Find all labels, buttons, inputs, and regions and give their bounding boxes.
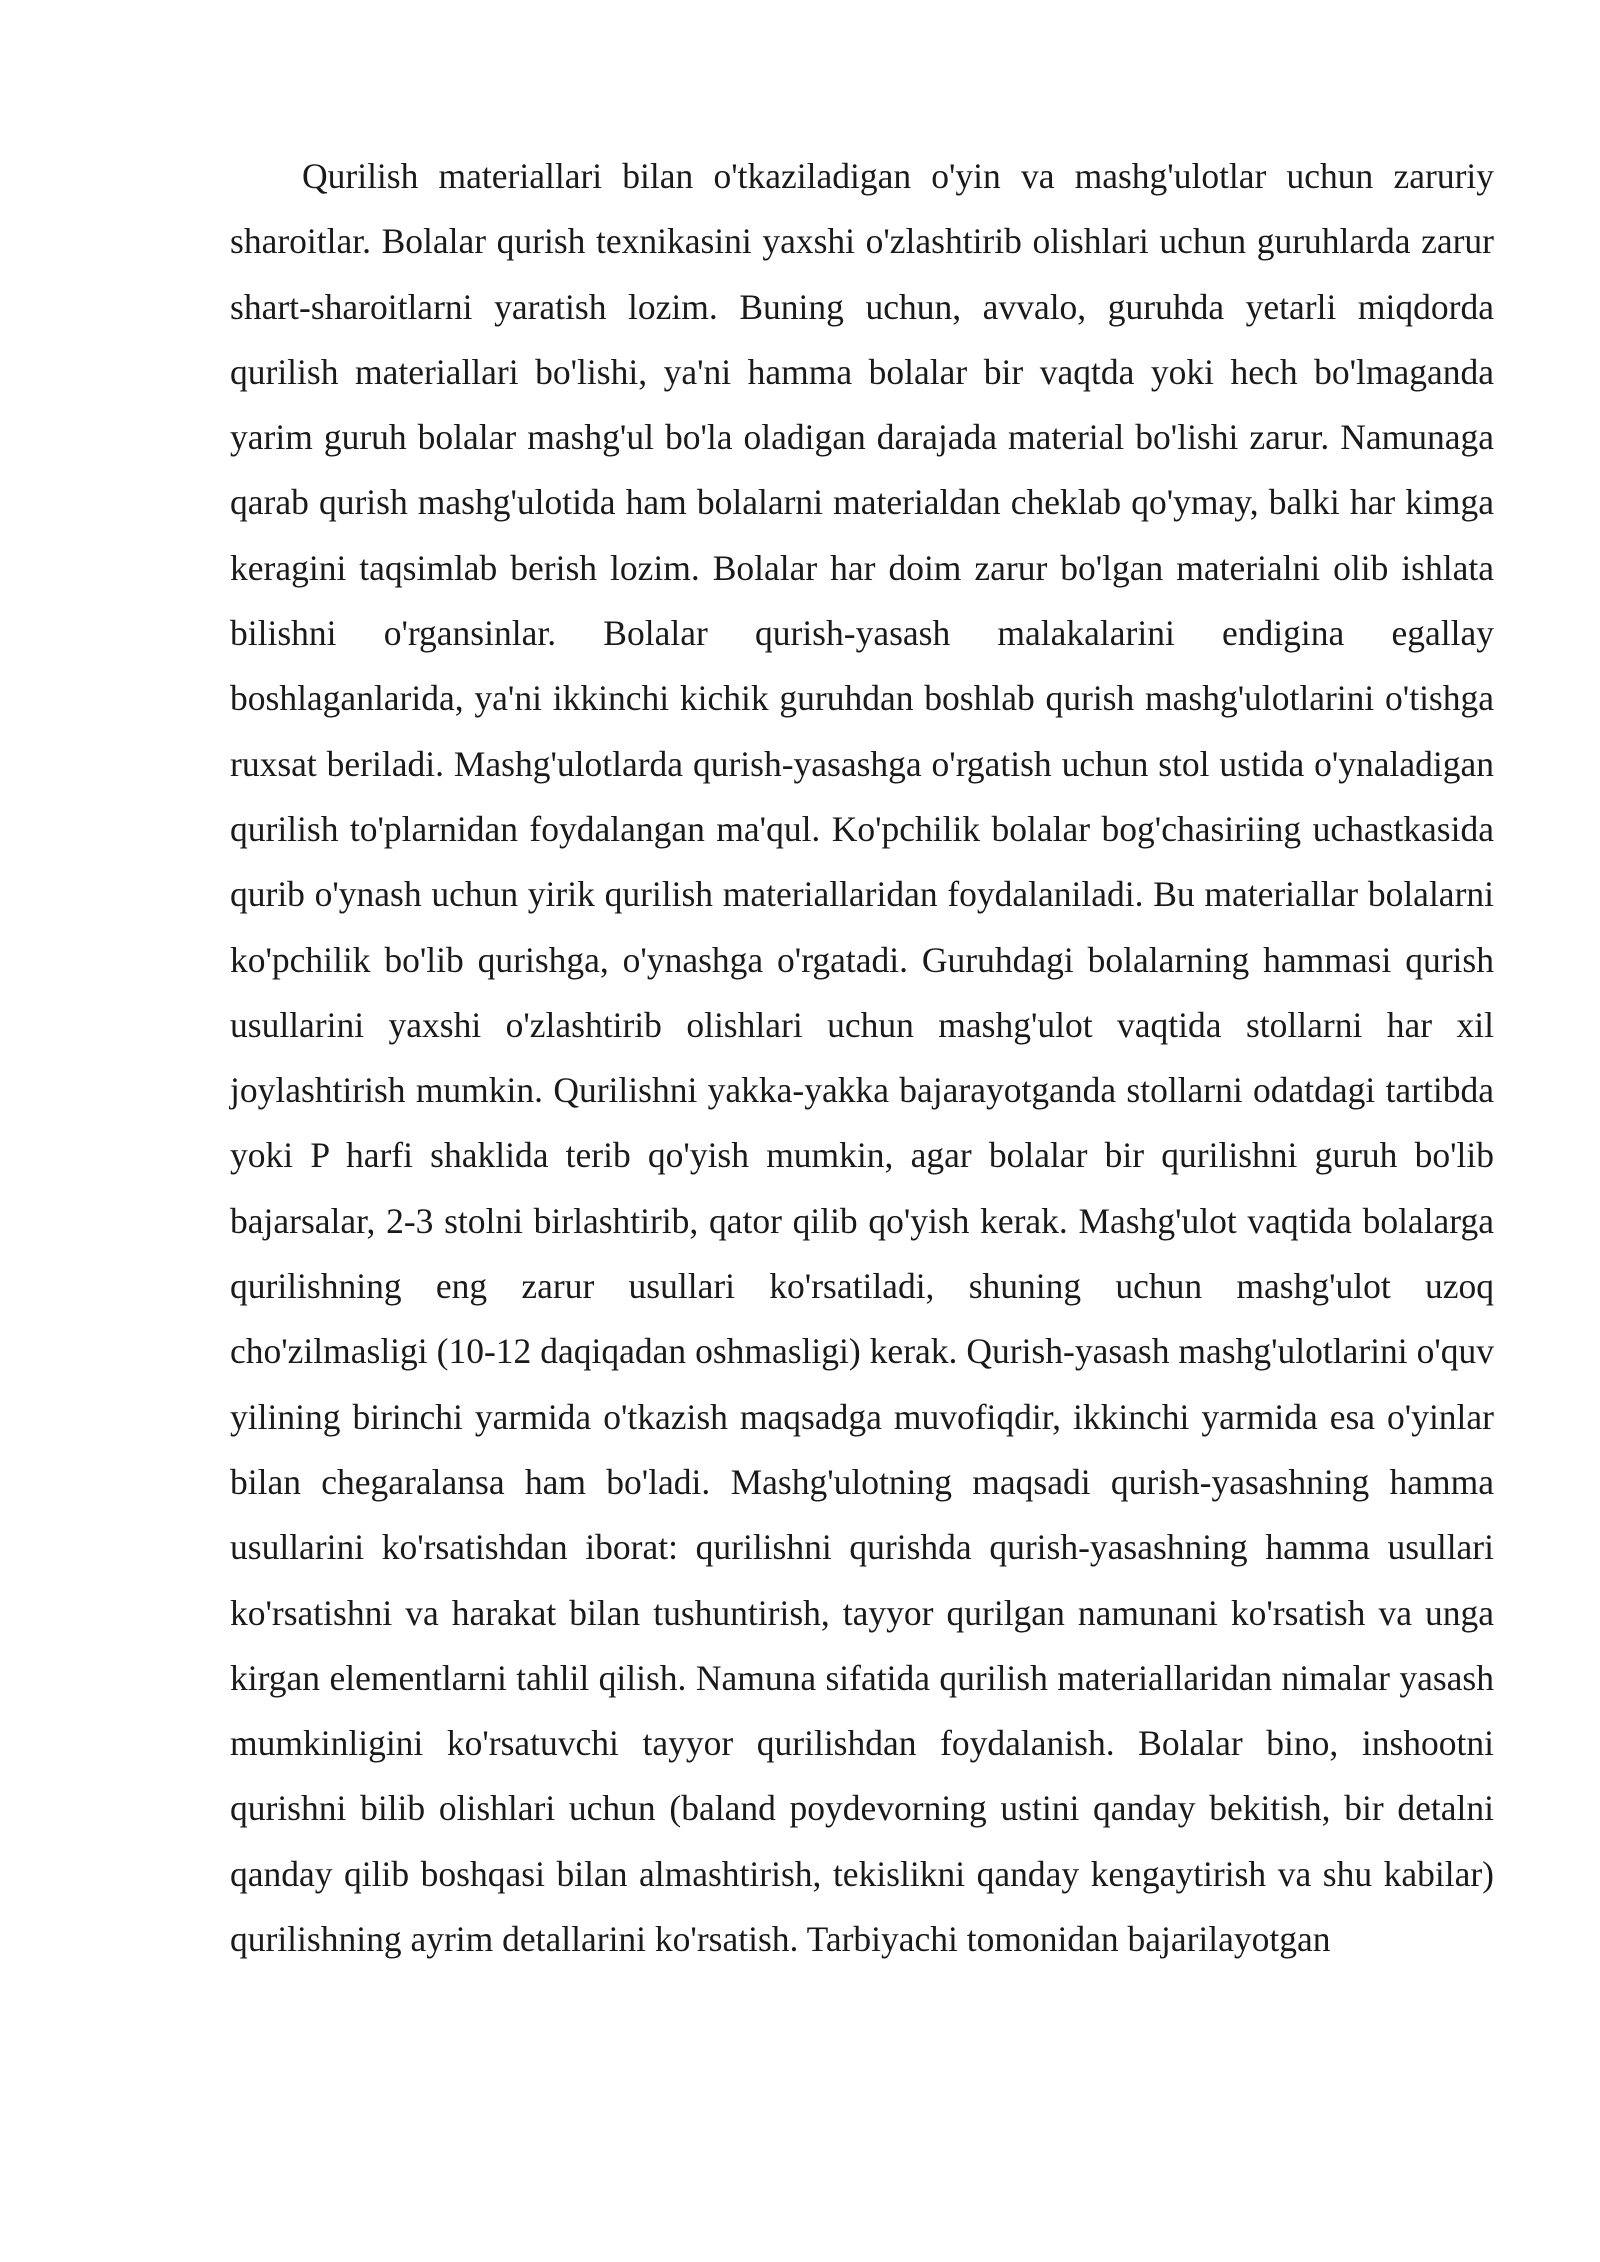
- body-paragraph: Qurilish materiallari bilan o'tkaziladigan o'yin va mashg'ulotlar uchun zaruriy sharoitlar. Bolalar qurish texnikasini yaxshi o'zlashtirib olishlari uchun guruhlarda zarur shart-sharoitlarni yaratish lozim. Buning uchun, avvalo, guruhda yetarli miqdorda qurilish materiallari bo'lishi, ya'ni hamma bolalar bir vaqtda yoki hech bo'lmaganda yarim guruh bolalar mashg'ul bo'la oladigan darajada material bo'lishi zarur. Namunaga qarab qurish mashg'ulotida ham bolalarni materialdan cheklab qo'ymay, balki har kimga keragini taqsimlab berish lozim. Bolalar har doim zarur bo'lgan materialni olib ishlata bilishni o'rgansinlar. Bolalar qurish-yasash malakalarini endigina egallay boshlaganlarida, ya'ni ikkinchi kichik guruhdan boshlab qurish mashg'ulotlarini o'tishga ruxsat beriladi. Mashg'ulotlarda qurish-yasashga o'rgatish uchun stol ustida o'ynaladigan qurilish to'plarnidan foydalangan ma'qul. Ko'pchilik bolalar bog'chasiriing uchastkasida qurib o'ynash uchun yirik qurilish materiallaridan foydalaniladi. Bu materiallar bolalarni ko'pchilik bo'lib qurishga, o'ynashga o'rgatadi. Guruhdagi bolalarning hammasi qurish usullarini yaxshi o'zlashtirib olishlari uchun mashg'ulot vaqtida stollarni har xil joylashtirish mumkin. Qurilishni yakka-yakka bajarayotganda stollarni odatdagi tartibda yoki P harfi shaklida terib qo'yish mumkin, agar bolalar bir qurilishni guruh bo'lib bajarsalar, 2-3 stolni birlashtirib, qator qilib qo'yish kerak. Mashg'ulot vaqtida bolalarga qurilishning eng zarur usullari ko'rsatiladi, shuning uchun mashg'ulot uzoq cho'zilmasligi (10-12 daqiqadan oshmasligi) kerak. Qurish-yasash mashg'ulotlarini o'quv yilining birinchi yarmida o'tkazish maqsadga muvofiqdir, ikkinchi yarmida esa o'yinlar bilan chegaralansa ham bo'ladi. Mashg'ulotning maqsadi qurish-yasashning hamma usullarini ko'rsatishdan iborat: qurilishni qurishda qurish-yasashning hamma usullari ko'rsatishni va harakat bilan tushuntirish, tayyor qurilgan namunani ko'rsatish va unga kirgan elementlarni tahlil qilish. Namuna sifatida qurilish materiallaridan nimalar yasash mumkinligini ko'rsatuvchi tayyor qurilishdan foydalanish. Bolalar bino, inshootni qurishni bilib olishlari uchun (baland poydevorning ustini qanday bekitish, bir detalni qanday qilib boshqasi bilan almashtirish, tekislikni qanday kengaytirish va shu kabilar) qurilishning ayrim detallarini ko'rsatish. Tarbiyachi tomonidan bajarilayotgan: [230, 156, 1494, 1960]
